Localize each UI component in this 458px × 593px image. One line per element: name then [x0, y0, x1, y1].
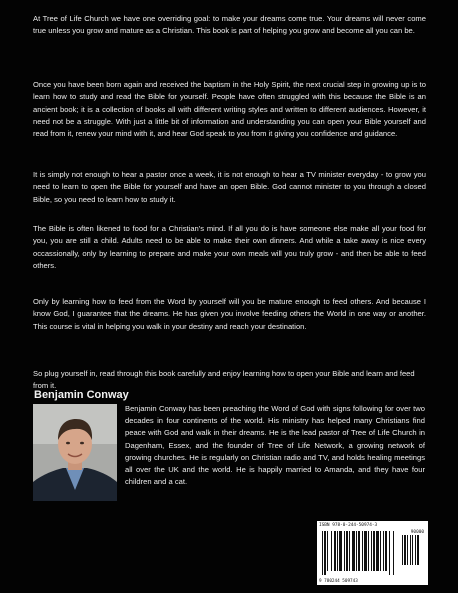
isbn-label: ISBN 978-0-244-50974-3	[319, 523, 378, 528]
body-paragraph-food: The Bible is often likened to food for a Christian's mind. If all you do is have someone else make all your food for you, you are still a child. Adults need to be able to make their own dinners. And while a take away is nice every occassionally, only by learning to prepare and make your own meals will you truly grow - and then be able to feed others.	[33, 224, 426, 270]
author-photo	[33, 404, 117, 501]
body-paragraph-feed-others: Only by learning how to feed from the Word by yourself will you be mature enough to feed others. And because I know God, I guarantee that the dreams. He has given you involve feeding others the World in one way or another. This course is vital in helping you walk in your destiny and reach your destination.	[33, 297, 426, 331]
isbn-barcode	[317, 521, 428, 585]
author-name: Benjamin Conway	[34, 389, 129, 401]
closing-paragraph: So plug yourself in, read through this book carefully and enjoy learning how to open your Bible and learn and feed from it.	[33, 369, 415, 391]
barcode-icon	[320, 529, 425, 577]
author-portrait-icon	[33, 404, 117, 501]
intro-paragraph: At Tree of Life Church we have one overriding goal: to make your dreams come true. Your dreams will never come true unless you grow and mature as a Christian. This book is part of helping you grow and become all you can be.	[33, 14, 426, 36]
body-paragraph-open-bible: It is simply not enough to hear a pastor once a week, it is not enough to hear a TV minister everyday - to grow you need to learn to open the Bible for yourself and have an open Bible. God cannot minister to you through a closed Bible, so you need to learn how to study it.	[33, 170, 426, 204]
barcode-digits: 9 780244 509743	[319, 579, 358, 584]
price-code: 90000	[410, 530, 424, 535]
author-bio: Benjamin Conway has been preaching the Word of God with signs following for over two decades in four continents of the world. His ministry has helped many Christians find peace with God and walk in their dreams. He is the lead pastor of Tree of Life Church in Dagenham, Essex, and the founder of Tree of Life Network, a growing network of growing churches. He is regularly on Christian radio and TV, and holds healing meetings all over the UK and the world. He is happily married to Amanda, and they have four children and a cat.	[125, 404, 425, 487]
body-paragraph-born-again: Once you have been born again and received the baptism in the Holy Spirit, the next crucial step in growing up is to learn how to study and read the Bible for yourself. People have often struggled with this because the Bible is an ancient book; it is a collection of books all with different writing styles and written to different audiences. However, it need not be a struggle. With just a little bit of information and understanding you can open your Bible yourself and read from it, renew your mind with it, and hear God speak to you from it giving you confidence and guidance.	[33, 80, 426, 139]
